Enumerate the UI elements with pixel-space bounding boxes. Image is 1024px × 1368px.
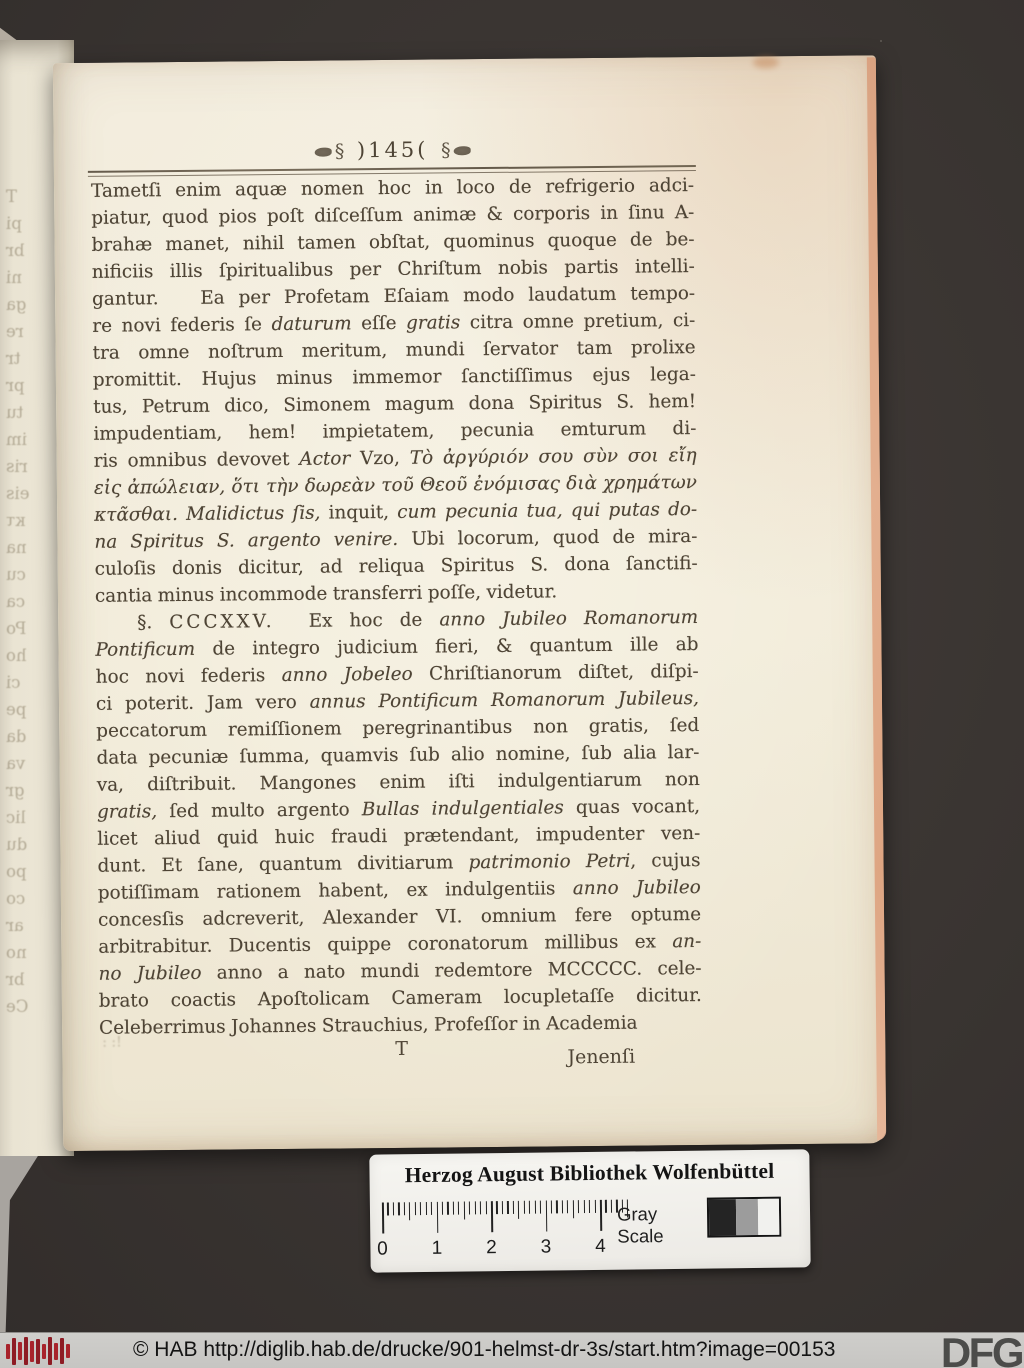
text-line: ris omnibus devovet Actor Vzo, Τὸ ἀργύριόν σου σὺν σοι εἴη [93,445,697,472]
bleed-through-text: T pi br ni ga re tr pr tu im ris eis κτ na cu ca Po ho ci pe da va gr lic du po co ar no br Ce [6,187,30,1016]
gray-scale-label: Gray Scale [616,1203,664,1247]
text-line: licet aliud quid huic fraudi prætendant, impudenter ven- [97,823,701,850]
text-line: cantia minus incommode transferri poſſe, videtur. [94,581,558,607]
section-ornament: § [441,139,451,162]
text-line: brato coactis Apoſtolicam Cameram locupletaſſe dicitur. [98,984,702,1012]
text-line: §. CCCXXV. Ex hoc de anno Jubileo Romanorum [137,607,699,634]
catchword: Jenenſi [567,1045,636,1069]
text-line: concesſis adcreverit, Alexander VI. omnium fere optume [97,903,702,931]
text-line: ci poterit. Jam vero annus Pontificum Romanorum Jubileus, [95,688,700,715]
text-line: data pecuniæ ſumma, quamvis ſub alio nomine, ſub alia lar- [96,742,700,769]
page-header [92,135,694,165]
text-line: εἰς ἀπώλειαν, ὅτι τὴν δωρεὰν τοῦ Θεοῦ ἐνόμισας διὰ χρημάτων [93,472,697,499]
text-line: tus, Petrum dico, Simonem magum dona Spiritus S. hem! [93,391,697,418]
fleuron-ornament-icon [315,148,332,157]
text-line: nificiis illis ſpiritualibus per Chriſtum nobis partis intelli- [91,256,695,283]
text-line: piatur, quod pios poſt diſceſſum animæ & corporis in ſinu A- [91,202,695,229]
text-line: arbitrabitur. Ducentis quippe coronatorum millibus ex an- [98,930,702,958]
text-line: brahæ manet, nihil tamen obſtat, quominus quoque de be- [91,229,695,256]
text-line: impudentiam, hem! impietatem, pecunia emturum di- [93,418,697,445]
footer-bar [0,1329,1024,1368]
signature-row [99,1035,703,1101]
text-line: tra omne noſtrum meritum, mundi ſervator tam prolixe [92,337,696,364]
hab-logo-icon [6,1337,72,1365]
text-line: hoc novi federis anno Jobeleo Chriſtianorum diſtet, diſpi- [95,661,699,688]
gray-scale-patches [707,1197,781,1238]
signature-mark: T [395,1037,409,1060]
text-line: Tametſi enim aquæ nomen hoc in loco de refrigerio adci- [90,175,695,202]
text-line: gantur. Ea per Profetam Eſaiam modo laudatum tempo- [92,283,696,310]
text-line: no Jubileo anno a nato mundi redemtore MCCCCC. cele- [98,957,702,985]
text-line: culoſis donis dicitur, ad reliqua Spiritus S. dona ſanctifi- [94,553,698,580]
copyright-url: © HAB http://diglib.hab.de/drucke/901-helmst-dr-3s/start.htm?image=00153 [133,1338,836,1361]
fleuron-ornament-icon [454,146,471,155]
ruler-numbers: 0 1 2 3 4 [377,1235,606,1260]
text-line: Pontificum de integro judicium fieri, & quantum ille ab [95,634,699,661]
library-name: Herzog August Bibliothek Wolfenbüttel [404,1158,775,1188]
text-line: potiſſimam rationem habent, ex indulgentiis anno Jubileo [97,876,701,904]
foxing-spot [753,56,779,68]
page-fore-edge [867,57,886,1140]
text-line: re novi federis ſe daturum eſſe gratis citra omne pretium, ci- [92,310,696,337]
text-line: gratis, ſed multo argento Bullas indulgentiales quas vocant, [96,796,701,823]
text-line: dunt. Et ſane, quantum divitiarum patrimonio Petri, cujus [97,850,701,877]
text-line: promittit. Hujus minus immemor ſanctiſſimus ejus lega- [92,364,696,391]
text-line: Celeberrimus Johannes Strauchius, Profeſſor in Academia [99,1012,638,1039]
text-line: va, diſtribuit. Mangones enim iſti indulgentiarum non [96,769,700,796]
text-line: κτᾶσθαι. Malidictus ſis, inquit, cum pecunia tua, qui putas do- [94,499,698,526]
body-text [91,172,702,1042]
text-line: peccatorum remiſſionem peregrinantibus non gratis, ſed [96,715,700,742]
text-line: na Spiritus S. argento venire. Ubi locorum, quod de mira- [94,526,698,553]
page-number: )145( [356,137,429,163]
ruler-card [369,1149,810,1272]
dfg-logo: DFG [940,1329,1022,1368]
ink-smudge: : :! [102,1034,122,1051]
section-ornament: § [334,140,345,163]
book-page [53,55,886,1151]
ruler-ticks [382,1199,632,1240]
